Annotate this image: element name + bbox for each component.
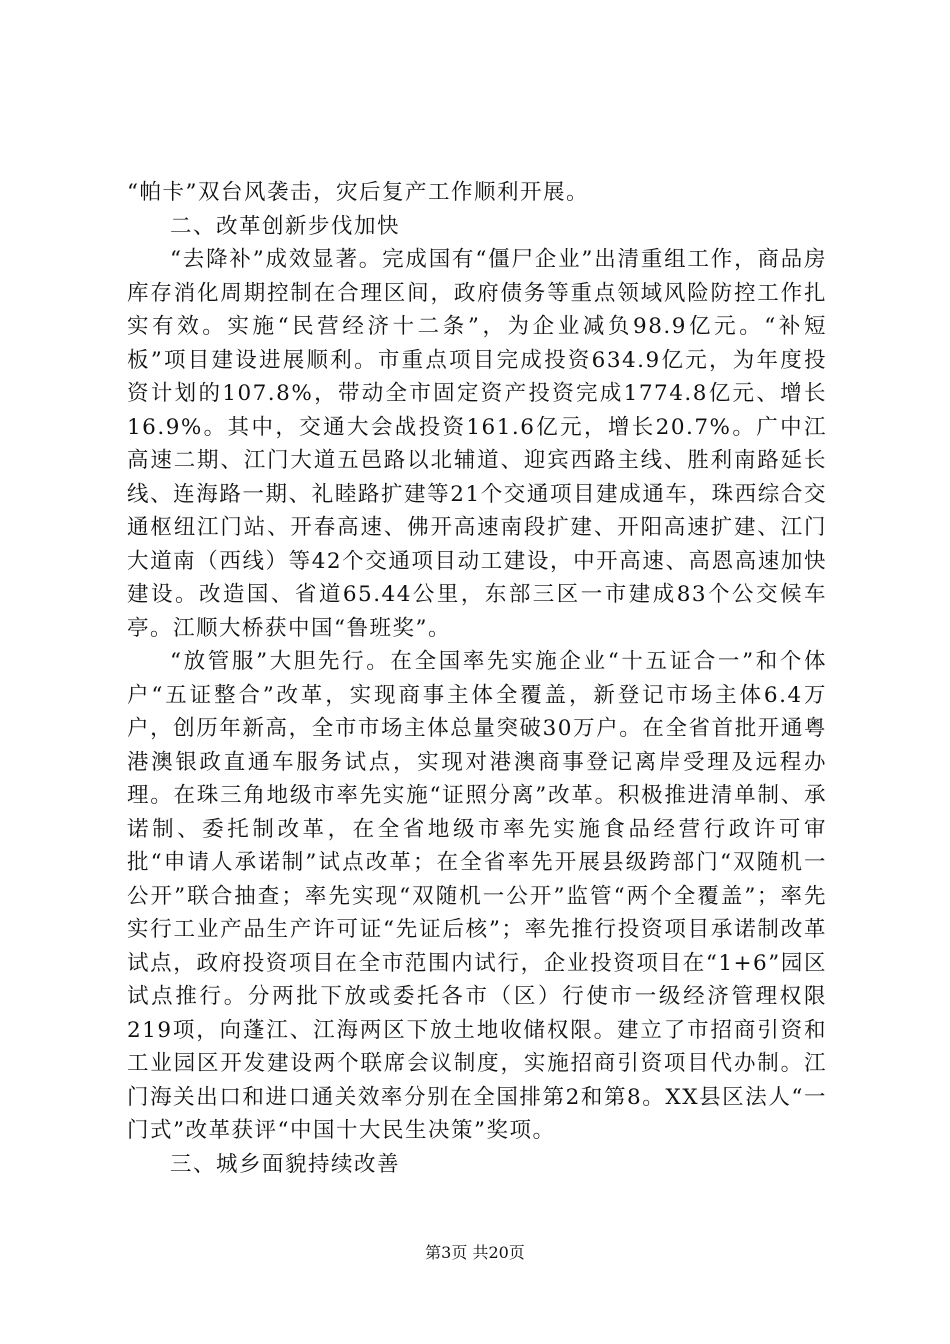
paragraph-administrative-reform: “放管服”大胆先行。在全国率先实施企业“十五证合一”和个体户“五证整合”改革，实现商事主体全覆盖，新登记市场主体6.4万户，创历年新高，全市市场主体总量突破30万户。在全省首批开通粤港澳银政直通车服务试点，实现对港澳商事登记离岸受理及远程办理。在珠三角地级市率先实施“证照分离”改革。积极推进清单制、承诺制、委托制改革，在全省地级市率先实施食品经营行政许可审批“申请人承诺制”试点改革；在全省率先开展县级跨部门“双随机一公开”联合抽查；率先实现“双随机一公开”监管“两个全覆盖”；率先实行工业产品生产许可证“先证后核”；率先推行投资项目承诺制改革试点，政府投资项目在全市范围内试行，企业投资项目在“1+6”园区试点推行。分两批下放或委托各市（区）行使市一级经济管理权限219项，向蓬江、江海两区下放土地收储权限。建立了市招商引资和工业园区开发建设两个联席会议制度，实施招商引资项目代办制。江门海关出口和进口通关效率分别在全国排第2和第8。XX县区法人“一门式”改革获评“中国十大民生决策”奖项。	[127, 649, 827, 1143]
paragraph-typhoon-recovery: “帕卡”双台风袭击，灾后复产工作顺利开展。	[127, 180, 589, 205]
section-heading-urban-rural: 三、城乡面貌持续改善	[170, 1151, 401, 1177]
page-footer: 第3页 共20页	[425, 1243, 525, 1262]
document-body	[127, 176, 827, 1181]
paragraph-deleveraging: “去降补”成效显著。完成国有“僵尸企业”出清重组工作，商品房库存消化周期控制在合理区间，政府债务等重点领域风险防控工作扎实有效。实施“民营经济十二条”，为企业减负98.9亿元。“补短板”项目建设进展顺利。市重点项目完成投资634.9亿元，为年度投资计划的107.8%，带动全市固定资产投资完成1774.8亿元、增长16.9%。其中，交通大会战投资161.6亿元，增长20.7%。广中江高速二期、江门大道五邑路以北辅道、迎宾西路主线、胜利南路延长线、连海路一期、礼睦路扩建等21个交通项目建成通车，珠西综合交通枢纽江门站、开春高速、佛开高速南段扩建、开阳高速扩建、江门大道南（西线）等42个交通项目动工建设，中开高速、高恩高速加快建设。改造国、省道65.44公里，东部三区一市建成83个公交候车亭。江顺大桥获中国“鲁班奖”。	[127, 247, 827, 641]
section-heading-reform: 二、改革创新步伐加快	[170, 213, 401, 239]
